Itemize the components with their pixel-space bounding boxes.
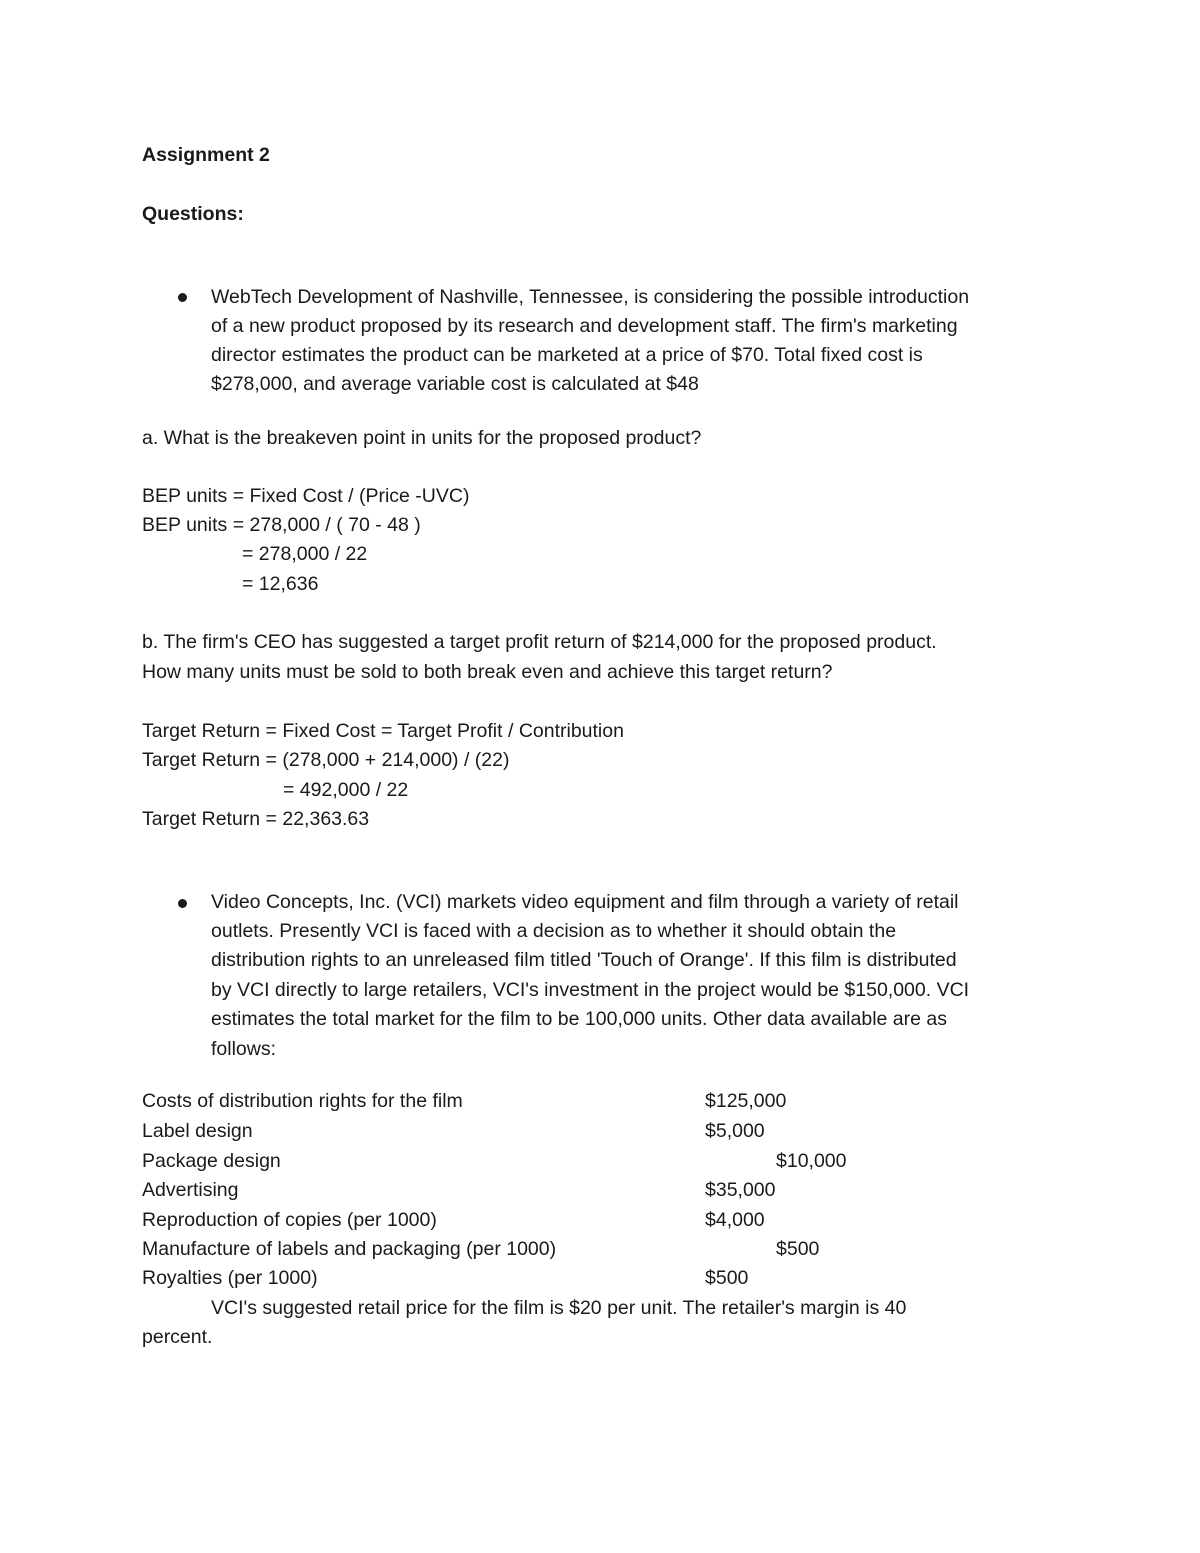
cost-label: Costs of distribution rights for the film xyxy=(142,1090,463,1112)
closing-paragraph-line: percent. xyxy=(142,1326,213,1348)
document-title: Assignment 2 xyxy=(142,144,270,166)
section-heading: Questions: xyxy=(142,203,244,225)
cost-value: $10,000 xyxy=(776,1150,847,1172)
cost-label: Advertising xyxy=(142,1179,239,1201)
cost-value: $4,000 xyxy=(705,1209,765,1231)
cost-label: Manufacture of labels and packaging (per 1000) xyxy=(142,1238,557,1260)
part-b-formula: Target Return = (278,000 + 214,000) / (22) xyxy=(142,749,510,771)
cost-value: $5,000 xyxy=(705,1120,765,1142)
question1-intro-line: WebTech Development of Nashville, Tennessee, is considering the possible introduction xyxy=(211,286,970,308)
part-b-formula: Target Return = Fixed Cost = Target Profit / Contribution xyxy=(142,720,624,742)
question2-intro-line: distribution rights to an unreleased film titled 'Touch of Orange'. If this film is distributed xyxy=(211,949,957,971)
question2-intro-line: Video Concepts, Inc. (VCI) markets video equipment and film through a variety of retail xyxy=(211,891,959,913)
part-b-result: Target Return = 22,363.63 xyxy=(142,808,370,830)
part-b-formula: = 492,000 / 22 xyxy=(283,779,409,801)
part-a-formula: BEP units = 278,000 / ( 70 - 48 ) xyxy=(142,514,421,536)
part-b-question: b. The firm's CEO has suggested a target profit return of $214,000 for the proposed product. xyxy=(142,631,937,653)
bullet-icon xyxy=(178,293,187,302)
closing-paragraph-line: VCI's suggested retail price for the film is $20 per unit. The retailer's margin is 40 xyxy=(211,1297,907,1319)
cost-value: $35,000 xyxy=(705,1179,776,1201)
question2-intro-line: by VCI directly to large retailers, VCI's investment in the project would be $150,000. VCI xyxy=(211,979,970,1001)
cost-label: Package design xyxy=(142,1150,281,1172)
cost-label: Reproduction of copies (per 1000) xyxy=(142,1209,437,1231)
question2-intro-line: outlets. Presently VCI is faced with a decision as to whether it should obtain the xyxy=(211,920,897,942)
cost-value: $125,000 xyxy=(705,1090,787,1112)
question2-intro-line: follows: xyxy=(211,1038,277,1060)
part-b-question: How many units must be sold to both break even and achieve this target return? xyxy=(142,661,833,683)
question1-intro-line: of a new product proposed by its research and development staff. The firm's marketing xyxy=(211,315,958,337)
question1-intro-line: $278,000, and average variable cost is calculated at $48 xyxy=(211,373,699,395)
bullet-icon xyxy=(178,899,187,908)
cost-label: Label design xyxy=(142,1120,253,1142)
part-a-formula: = 278,000 / 22 xyxy=(242,543,368,565)
question2-intro-line: estimates the total market for the film to be 100,000 units. Other data available are as xyxy=(211,1008,947,1030)
part-a-result: = 12,636 xyxy=(242,573,319,595)
part-a-formula: BEP units = Fixed Cost / (Price -UVC) xyxy=(142,485,470,507)
part-a-question: a. What is the breakeven point in units for the proposed product? xyxy=(142,427,702,449)
cost-value: $500 xyxy=(705,1267,749,1289)
cost-label: Royalties (per 1000) xyxy=(142,1267,318,1289)
question1-intro-line: director estimates the product can be marketed at a price of $70. Total fixed cost is xyxy=(211,344,923,366)
cost-value: $500 xyxy=(776,1238,820,1260)
